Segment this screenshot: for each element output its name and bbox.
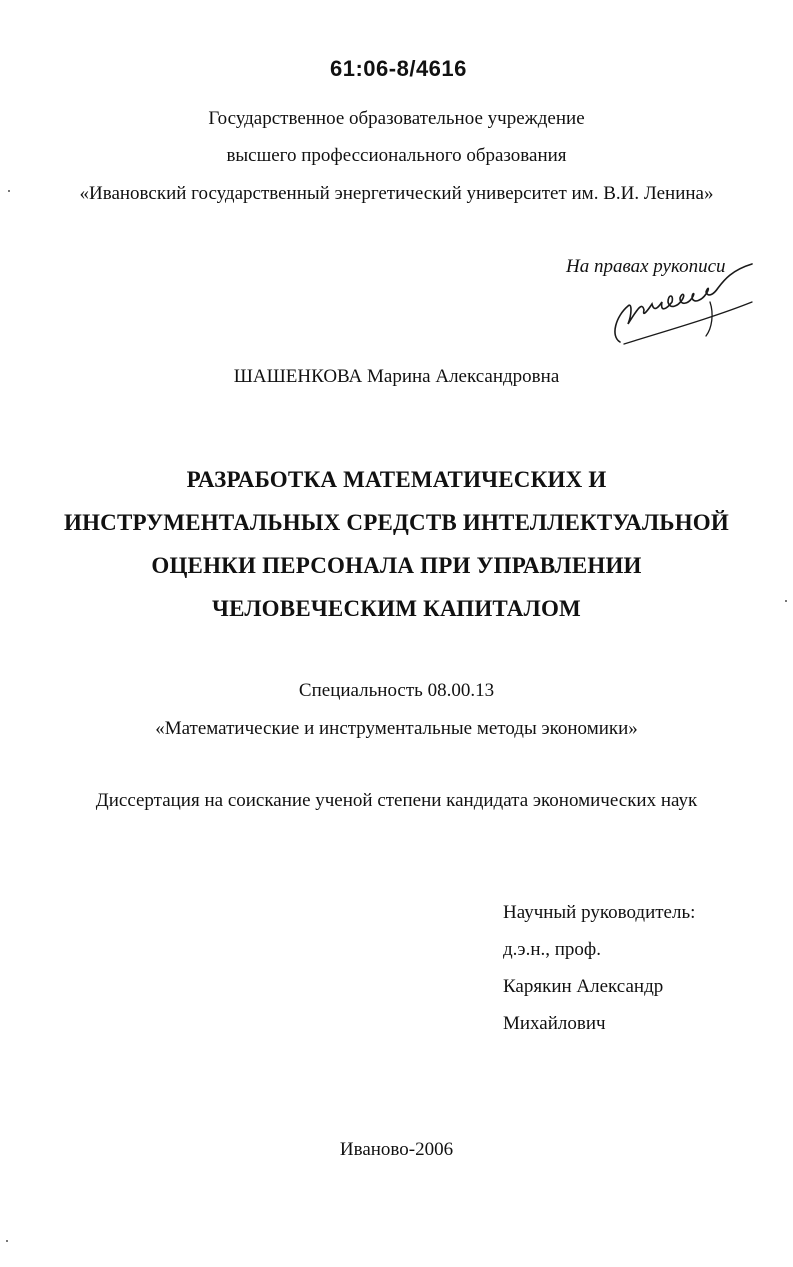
city-year: Иваново-2006 [339, 1139, 454, 1160]
supervisor-name: Карякин Александр [503, 976, 664, 997]
rights-note: На правах рукописи [566, 256, 726, 277]
document-code: 61:06-8/4616 [330, 56, 467, 81]
title-line-2: ИНСТРУМЕНТАЛЬНЫХ СРЕДСТВ ИНТЕЛЛЕКТУАЛЬНОЙ [64, 510, 729, 535]
supervisor-degree: д.э.н., проф. [503, 939, 601, 960]
dissertation-statement: Диссертация на соискание ученой степени кандидата экономических наук [95, 790, 698, 811]
institution-line-2: высшего профессионального образования [226, 145, 567, 166]
supervisor-label: Научный руководитель: [503, 902, 696, 923]
scan-speck [785, 600, 787, 602]
title-line-4: ЧЕЛОВЕЧЕСКИМ КАПИТАЛОМ [212, 596, 581, 621]
title-line-3: ОЦЕНКИ ПЕРСОНАЛА ПРИ УПРАВЛЕНИИ [151, 553, 642, 578]
specialty-code: Специальность 08.00.13 [298, 680, 495, 701]
title-line-1: РАЗРАБОТКА МАТЕМАТИЧЕСКИХ И [186, 467, 607, 492]
handwritten-signature [602, 258, 762, 348]
author-name: ШАШЕНКОВА Марина Александровна [233, 366, 560, 387]
specialty-name: «Математические и инструментальные методы экономики» [155, 718, 638, 739]
scan-speck [6, 1240, 8, 1242]
supervisor-patronymic: Михайлович [503, 1013, 606, 1034]
institution-line-3: «Ивановский государственный энергетический университет им. В.И. Ленина» [79, 183, 714, 204]
scan-speck [8, 190, 10, 192]
institution-line-1: Государственное образовательное учреждение [208, 108, 585, 129]
